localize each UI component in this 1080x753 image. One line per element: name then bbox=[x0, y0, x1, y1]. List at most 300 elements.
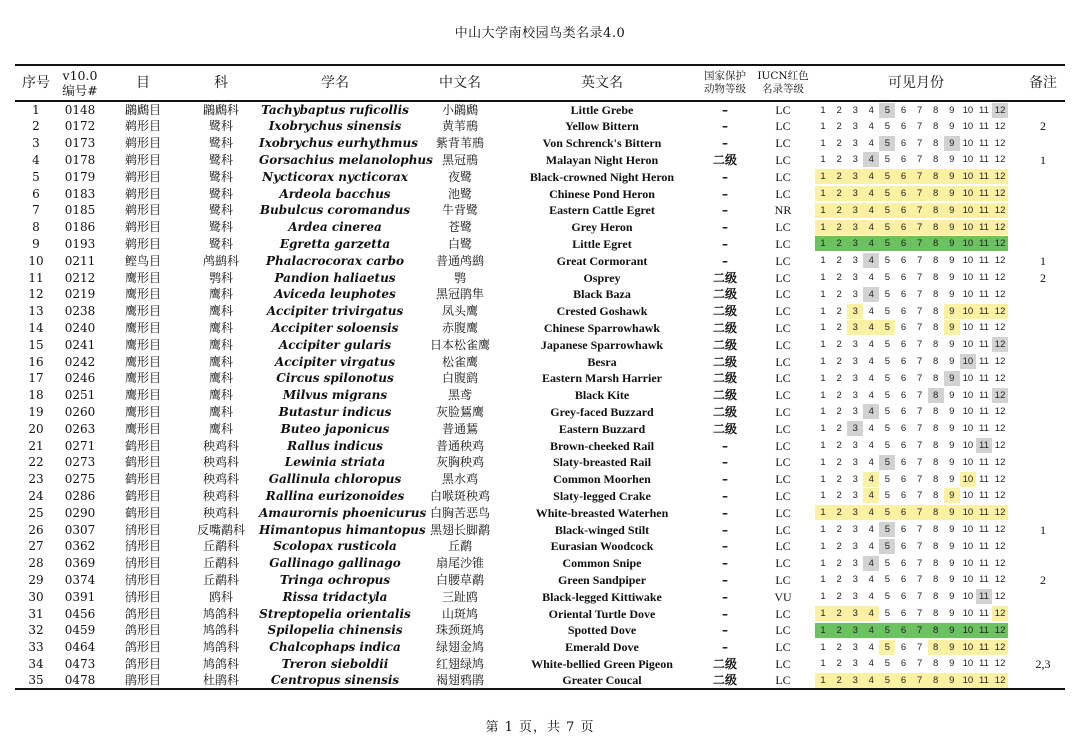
month-cell-1: 1 bbox=[820, 120, 826, 132]
row-scientific-name: Amaurornis phoenicurus bbox=[259, 505, 427, 520]
month-cell-4: 4 bbox=[868, 641, 874, 653]
month-cell-9: 9 bbox=[944, 371, 960, 386]
month-cell-1: 1 bbox=[820, 272, 826, 284]
row-index: 25 bbox=[28, 505, 44, 520]
row-index: 5 bbox=[32, 169, 40, 184]
month-cell-1: 1 bbox=[820, 591, 826, 603]
row-scientific-name: Buteo japonicus bbox=[280, 421, 390, 436]
month-cell-3: 3 bbox=[847, 236, 863, 251]
row-iucn-level: LC bbox=[775, 103, 791, 117]
month-cell-9: 9 bbox=[949, 608, 955, 619]
row-family: 鹰科 bbox=[208, 421, 233, 436]
month-cell-9: 9 bbox=[949, 524, 955, 536]
month-cell-9: 9 bbox=[949, 356, 955, 368]
row-scientific-name: Streptopelia orientalis bbox=[259, 606, 411, 621]
month-cell-3: 3 bbox=[847, 673, 863, 688]
month-cell-12: 12 bbox=[994, 540, 1006, 552]
month-cell-1: 1 bbox=[815, 505, 831, 520]
row-note bbox=[1021, 605, 1065, 622]
month-cell-12: 12 bbox=[994, 440, 1006, 452]
month-cell-10: 10 bbox=[962, 658, 974, 670]
month-cell-8: 8 bbox=[933, 406, 939, 418]
row-index: 11 bbox=[28, 270, 44, 285]
month-cell-12: 12 bbox=[992, 640, 1008, 655]
month-cell-7: 7 bbox=[912, 623, 928, 638]
row-protection-level: 二级 bbox=[712, 354, 737, 369]
row-english-name: Black Baza bbox=[573, 287, 631, 302]
row-family: 鸠鸽科 bbox=[202, 656, 239, 671]
month-cell-5: 5 bbox=[879, 673, 895, 688]
row-iucn-level: LC bbox=[775, 220, 791, 235]
row-note bbox=[1021, 336, 1065, 353]
row-index: 24 bbox=[28, 488, 44, 503]
month-cell-2: 2 bbox=[836, 104, 842, 116]
header-iucn-level: IUCN红色 名录等级 bbox=[755, 65, 811, 101]
row-family: 反嘴鹬科 bbox=[196, 522, 245, 537]
month-cell-6: 6 bbox=[900, 372, 907, 384]
page-footer: 第 1 页，共 7 页 bbox=[485, 720, 595, 735]
month-cell-8: 8 bbox=[933, 288, 939, 300]
month-cell-12: 12 bbox=[992, 337, 1008, 352]
table-row bbox=[15, 538, 1065, 555]
month-cell-9: 9 bbox=[949, 272, 955, 284]
row-order: 鹈形目 bbox=[124, 236, 161, 251]
row-english-name: Brown-cheeked Rail bbox=[549, 438, 655, 453]
table-row bbox=[15, 286, 1065, 303]
row-family: 鹭科 bbox=[208, 236, 233, 251]
row-order: 鸽形目 bbox=[124, 606, 161, 621]
table-row bbox=[15, 236, 1065, 253]
row-iucn-level: LC bbox=[775, 287, 791, 302]
month-cell-9: 9 bbox=[944, 136, 960, 151]
row-scientific-name: Accipiter soloensis bbox=[271, 320, 399, 335]
month-cell-1: 1 bbox=[815, 623, 831, 638]
row-english-name: Little Grebe bbox=[570, 103, 634, 117]
month-cell-3: 3 bbox=[852, 557, 858, 569]
row-english-name: Black-legged Kittiwake bbox=[542, 589, 662, 604]
row-order: 鹰形目 bbox=[124, 320, 161, 335]
row-order: 鹈形目 bbox=[124, 152, 161, 167]
row-index: 13 bbox=[28, 304, 44, 319]
month-cell-10: 10 bbox=[962, 406, 974, 418]
row-visible-months bbox=[811, 320, 1021, 337]
row-family: 丘鹬科 bbox=[202, 556, 239, 571]
row-order: 鸻形目 bbox=[124, 572, 161, 587]
month-cell-9: 9 bbox=[949, 456, 955, 468]
month-cell-9: 9 bbox=[949, 120, 955, 132]
row-note bbox=[1021, 219, 1065, 236]
row-order: 鹈形目 bbox=[124, 186, 161, 201]
row-iucn-level: LC bbox=[775, 253, 791, 268]
row-scientific-name: Gorsachius melanolophus bbox=[259, 152, 433, 167]
month-cell-11: 11 bbox=[979, 490, 989, 502]
month-cell-7: 7 bbox=[916, 406, 923, 418]
month-cell-11: 11 bbox=[979, 154, 989, 166]
month-cell-12: 12 bbox=[992, 186, 1008, 201]
row-english-name: Common Moorhen bbox=[553, 472, 651, 487]
month-cell-8: 8 bbox=[933, 305, 939, 317]
month-cell-5: 5 bbox=[879, 236, 895, 251]
month-cell-7: 7 bbox=[916, 154, 923, 166]
month-cell-7: 7 bbox=[916, 524, 923, 536]
row-order: 鸻形目 bbox=[124, 556, 161, 571]
row-index: 8 bbox=[32, 220, 40, 235]
month-cell-8: 8 bbox=[933, 540, 939, 552]
month-cell-8: 8 bbox=[928, 186, 944, 201]
row-protection-level: – bbox=[722, 472, 728, 487]
row-order: 鹈形目 bbox=[124, 169, 161, 184]
row-scientific-name: Egretta garzetta bbox=[279, 236, 391, 251]
row-iucn-level: LC bbox=[775, 656, 791, 671]
row-code: 0211 bbox=[64, 253, 96, 268]
row-scientific-name: Gallinula chloropus bbox=[268, 472, 402, 487]
month-cell-3: 3 bbox=[852, 339, 858, 351]
row-family: 秧鸡科 bbox=[202, 505, 239, 520]
row-iucn-level: LC bbox=[775, 404, 791, 419]
month-cell-12: 12 bbox=[992, 606, 1008, 621]
row-iucn-level: LC bbox=[775, 388, 791, 403]
row-code: 0183 bbox=[64, 186, 96, 201]
month-cell-4: 4 bbox=[863, 606, 879, 621]
row-protection-level: – bbox=[722, 220, 728, 235]
row-scientific-name: Rissa tridactyla bbox=[282, 589, 388, 604]
row-visible-months bbox=[811, 622, 1021, 639]
month-cell-2: 2 bbox=[836, 574, 842, 586]
row-code: 0148 bbox=[64, 103, 96, 117]
month-cell-2: 2 bbox=[831, 505, 847, 520]
month-cell-11: 11 bbox=[979, 137, 989, 149]
row-order: 鹰形目 bbox=[124, 388, 161, 403]
row-order: 鹰形目 bbox=[124, 304, 161, 319]
row-order: 鹤形目 bbox=[124, 488, 161, 503]
row-chinese-name: 丘鹬 bbox=[447, 539, 472, 554]
month-cell-11: 11 bbox=[979, 406, 989, 418]
row-order: 鹰形目 bbox=[124, 270, 161, 285]
month-cell-4: 4 bbox=[863, 472, 879, 487]
row-scientific-name: Treron sieboldii bbox=[281, 656, 389, 671]
month-cell-2: 2 bbox=[836, 557, 842, 569]
row-note bbox=[1021, 236, 1065, 253]
row-english-name: Emerald Dove bbox=[565, 640, 639, 655]
month-cell-7: 7 bbox=[916, 490, 923, 502]
month-cell-4: 4 bbox=[863, 253, 879, 268]
month-cell-7: 7 bbox=[912, 169, 928, 184]
row-index: 32 bbox=[28, 623, 44, 638]
table-row bbox=[15, 269, 1065, 286]
month-cell-2: 2 bbox=[831, 606, 847, 621]
row-visible-months bbox=[811, 420, 1021, 437]
month-cell-1: 1 bbox=[820, 356, 826, 368]
month-cell-11: 11 bbox=[976, 169, 992, 184]
month-cell-7: 7 bbox=[916, 339, 923, 351]
month-cell-3: 3 bbox=[852, 641, 858, 653]
month-cell-1: 1 bbox=[820, 389, 826, 401]
row-protection-level: 二级 bbox=[712, 404, 737, 419]
month-cell-6: 6 bbox=[900, 120, 907, 132]
month-cell-1: 1 bbox=[820, 524, 826, 536]
month-cell-3: 3 bbox=[852, 120, 858, 132]
month-cell-12: 12 bbox=[992, 236, 1008, 251]
row-english-name: Von Schrenck's Bittern bbox=[542, 136, 662, 151]
month-cell-3: 3 bbox=[847, 421, 863, 436]
month-cell-4: 4 bbox=[863, 505, 879, 520]
row-iucn-level: LC bbox=[775, 320, 791, 335]
row-chinese-name: 黑冠鹃隼 bbox=[435, 287, 484, 302]
month-cell-4: 4 bbox=[863, 488, 879, 503]
row-english-name: Greater Coucal bbox=[509, 672, 695, 689]
month-cell-3: 3 bbox=[852, 456, 858, 468]
month-cell-2: 2 bbox=[836, 288, 842, 300]
row-code: 0275 bbox=[64, 472, 96, 487]
month-cell-3: 3 bbox=[847, 203, 863, 218]
row-code: 0178 bbox=[64, 152, 96, 167]
header-order: 目 bbox=[103, 65, 183, 101]
month-cell-1: 1 bbox=[820, 540, 826, 552]
row-visible-months bbox=[811, 135, 1021, 152]
month-cell-5: 5 bbox=[884, 658, 891, 670]
row-english-name: Osprey bbox=[583, 270, 621, 285]
row-family: 鹰科 bbox=[208, 304, 233, 319]
month-cell-8: 8 bbox=[933, 473, 939, 485]
month-cell-12: 12 bbox=[994, 591, 1006, 603]
table-row bbox=[15, 219, 1065, 236]
month-cell-6: 6 bbox=[900, 473, 907, 485]
row-index: 27 bbox=[28, 539, 44, 554]
month-cell-3: 3 bbox=[852, 658, 858, 670]
month-cell-8: 8 bbox=[933, 490, 939, 502]
month-cell-1: 1 bbox=[820, 440, 826, 452]
row-code: 0263 bbox=[64, 421, 96, 436]
row-visible-months bbox=[811, 185, 1021, 202]
row-code: 0173 bbox=[64, 136, 96, 151]
month-cell-8: 8 bbox=[933, 423, 939, 435]
header-notes: 备注 bbox=[1021, 65, 1065, 101]
month-cell-6: 6 bbox=[895, 203, 911, 218]
row-chinese-name: 黑鸢 bbox=[447, 388, 472, 403]
month-cell-10: 10 bbox=[962, 540, 974, 552]
table-row bbox=[15, 135, 1065, 152]
row-visible-months bbox=[811, 555, 1021, 572]
row-index: 9 bbox=[32, 236, 40, 251]
row-code: 0260 bbox=[64, 404, 96, 419]
row-note: 1 bbox=[1040, 253, 1046, 268]
row-chinese-name: 普通鵟 bbox=[441, 421, 478, 436]
row-note bbox=[1021, 286, 1065, 303]
month-cell-7: 7 bbox=[916, 608, 923, 619]
month-cell-10: 10 bbox=[960, 169, 976, 184]
month-cell-11: 11 bbox=[979, 288, 989, 300]
month-cell-2: 2 bbox=[831, 236, 847, 251]
row-chinese-name: 普通鸬鹚 bbox=[435, 253, 484, 268]
row-iucn-level: LC bbox=[775, 438, 791, 453]
row-family: 鸠鸽科 bbox=[202, 623, 239, 638]
row-note bbox=[1021, 437, 1065, 454]
month-cell-7: 7 bbox=[916, 389, 923, 401]
row-english-name: Grey-faced Buzzard bbox=[550, 404, 654, 419]
row-index: 21 bbox=[28, 438, 44, 453]
row-chinese-name: 日本松雀鹰 bbox=[429, 337, 490, 352]
month-cell-12: 12 bbox=[992, 220, 1008, 235]
row-scientific-name: Accipiter trivirgatus bbox=[266, 304, 404, 319]
table-row bbox=[15, 572, 1065, 589]
month-cell-11: 11 bbox=[976, 640, 992, 655]
row-chinese-name: 牛背鹭 bbox=[441, 203, 478, 218]
month-cell-1: 1 bbox=[820, 137, 826, 149]
month-cell-3: 3 bbox=[852, 473, 858, 485]
month-cell-6: 6 bbox=[895, 220, 911, 235]
row-english-name: Slaty-legged Crake bbox=[553, 488, 651, 503]
month-cell-6: 6 bbox=[900, 456, 907, 468]
row-protection-level: – bbox=[722, 505, 728, 520]
row-index: 4 bbox=[32, 152, 40, 167]
month-cell-1: 1 bbox=[815, 203, 831, 218]
row-iucn-level: LC bbox=[775, 640, 791, 655]
month-cell-12: 12 bbox=[994, 473, 1006, 485]
header-chinese-name: 中文名 bbox=[411, 65, 509, 101]
month-cell-11: 11 bbox=[979, 540, 989, 552]
month-cell-7: 7 bbox=[916, 137, 923, 149]
month-cell-1: 1 bbox=[820, 557, 826, 569]
row-scientific-name: Rallus indicus bbox=[287, 438, 383, 453]
month-cell-8: 8 bbox=[928, 505, 944, 520]
table-row bbox=[15, 454, 1065, 471]
row-index: 34 bbox=[28, 656, 44, 671]
month-cell-6: 6 bbox=[900, 137, 907, 149]
row-protection-level: – bbox=[722, 236, 728, 251]
table-row bbox=[15, 437, 1065, 454]
row-note bbox=[1021, 202, 1065, 219]
month-cell-3: 3 bbox=[852, 137, 858, 149]
row-index: 12 bbox=[28, 287, 44, 302]
row-note bbox=[1021, 555, 1065, 572]
row-english-name: Eurasian Woodcock bbox=[550, 539, 654, 554]
month-cell-2: 2 bbox=[836, 322, 842, 334]
month-cell-4: 4 bbox=[868, 574, 874, 586]
month-cell-2: 2 bbox=[836, 120, 842, 132]
month-cell-8: 8 bbox=[933, 322, 939, 334]
month-cell-5: 5 bbox=[879, 522, 895, 537]
row-visible-months bbox=[811, 404, 1021, 421]
month-cell-11: 11 bbox=[979, 120, 989, 132]
row-scientific-name: Centropus sinensis bbox=[259, 672, 411, 689]
row-protection-level: 二级 bbox=[712, 337, 737, 352]
row-index: 35 bbox=[15, 672, 57, 689]
month-cell-9: 9 bbox=[944, 186, 960, 201]
row-order: 鸻形目 bbox=[124, 539, 161, 554]
month-cell-12: 12 bbox=[994, 557, 1006, 569]
row-scientific-name: Spilopelia chinensis bbox=[267, 623, 403, 638]
month-cell-5: 5 bbox=[884, 305, 891, 317]
row-visible-months bbox=[811, 656, 1021, 673]
month-cell-10: 10 bbox=[962, 591, 974, 603]
month-cell-10: 10 bbox=[962, 574, 974, 586]
month-cell-4: 4 bbox=[868, 120, 874, 132]
row-scientific-name: Tachybaptus ruficollis bbox=[261, 103, 409, 117]
month-cell-10: 10 bbox=[962, 137, 974, 149]
row-note bbox=[1021, 101, 1065, 118]
row-code: 0219 bbox=[64, 287, 96, 302]
row-family: 鸊鷉科 bbox=[202, 103, 239, 117]
row-index: 14 bbox=[28, 320, 44, 335]
month-cell-8: 8 bbox=[933, 255, 939, 267]
row-chinese-name: 黑翅长脚鹬 bbox=[429, 522, 490, 537]
month-cell-12: 12 bbox=[994, 322, 1006, 334]
month-cell-11: 11 bbox=[979, 557, 989, 569]
month-cell-12: 12 bbox=[994, 406, 1006, 418]
row-code: 0374 bbox=[64, 572, 96, 587]
month-cell-9: 9 bbox=[949, 255, 955, 267]
month-cell-8: 8 bbox=[928, 388, 944, 403]
month-cell-1: 1 bbox=[820, 322, 826, 334]
month-cell-10: 10 bbox=[962, 389, 974, 401]
row-protection-level: 二级 bbox=[712, 656, 737, 671]
month-cell-2: 2 bbox=[836, 490, 842, 502]
row-order: 鸽形目 bbox=[124, 640, 161, 655]
row-visible-months bbox=[811, 605, 1021, 622]
month-cell-4: 4 bbox=[863, 220, 879, 235]
row-protection-level: 二级 bbox=[712, 152, 737, 167]
row-index: 28 bbox=[28, 556, 44, 571]
month-cell-7: 7 bbox=[912, 236, 928, 251]
month-cell-5: 5 bbox=[884, 154, 891, 166]
month-cell-4: 4 bbox=[868, 104, 874, 116]
table-row bbox=[15, 370, 1065, 387]
month-cell-12: 12 bbox=[994, 372, 1006, 384]
month-cell-2: 2 bbox=[836, 658, 842, 670]
month-cell-12: 12 bbox=[994, 288, 1006, 300]
month-cell-9: 9 bbox=[949, 406, 955, 418]
month-cell-4: 4 bbox=[863, 186, 879, 201]
month-cell-11: 11 bbox=[976, 236, 992, 251]
month-cell-12: 12 bbox=[994, 524, 1006, 536]
row-family: 秧鸡科 bbox=[202, 472, 239, 487]
table-row bbox=[15, 588, 1065, 605]
month-cell-8: 8 bbox=[928, 623, 944, 638]
month-cell-6: 6 bbox=[895, 505, 911, 520]
table-row bbox=[15, 152, 1065, 169]
row-note bbox=[1021, 504, 1065, 521]
row-protection-level: 二级 bbox=[712, 287, 737, 302]
month-cell-10: 10 bbox=[962, 557, 974, 569]
month-cell-2: 2 bbox=[831, 673, 847, 688]
month-cell-10: 10 bbox=[962, 490, 974, 502]
row-code: 0307 bbox=[64, 522, 96, 537]
row-chinese-name: 白腹鹞 bbox=[441, 371, 478, 386]
month-cell-4: 4 bbox=[863, 404, 879, 419]
month-cell-2: 2 bbox=[836, 305, 842, 317]
row-protection-level: – bbox=[722, 136, 728, 151]
month-cell-1: 1 bbox=[820, 104, 826, 116]
month-cell-2: 2 bbox=[831, 220, 847, 235]
month-cell-1: 1 bbox=[815, 186, 831, 201]
month-cell-5: 5 bbox=[884, 120, 891, 132]
month-cell-10: 10 bbox=[962, 120, 974, 132]
row-scientific-name: Bubulcus coromandus bbox=[259, 203, 411, 218]
row-family: 丘鹬科 bbox=[202, 572, 239, 587]
month-cell-1: 1 bbox=[820, 305, 826, 317]
month-cell-12: 12 bbox=[994, 423, 1006, 435]
month-cell-2: 2 bbox=[836, 456, 842, 468]
month-cell-11: 11 bbox=[976, 304, 992, 319]
row-scientific-name: Lewinia striata bbox=[284, 455, 386, 470]
table-row bbox=[15, 639, 1065, 656]
month-cell-6: 6 bbox=[900, 406, 907, 418]
month-cell-6: 6 bbox=[900, 524, 907, 536]
row-note: 2,3 bbox=[1035, 656, 1051, 671]
row-visible-months bbox=[811, 387, 1021, 404]
row-iucn-level: LC bbox=[775, 119, 791, 134]
month-cell-9: 9 bbox=[949, 557, 955, 569]
